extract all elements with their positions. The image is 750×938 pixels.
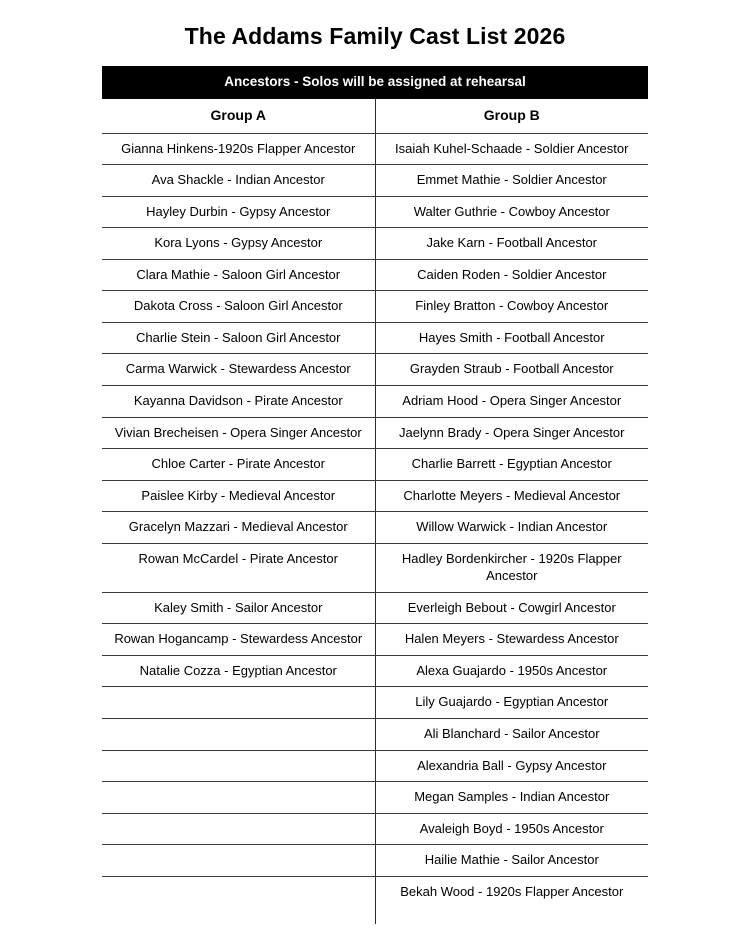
cast-cell-group-a — [102, 687, 375, 719]
cast-table — [102, 66, 648, 908]
cast-cell-group-b: Bekah Wood - 1920s Flapper Ancestor — [400, 883, 624, 899]
cast-cell-group-b: Everleigh Bebout - Cowgirl Ancestor — [375, 592, 648, 624]
table-row — [102, 512, 648, 544]
table-row — [102, 196, 648, 228]
cast-cell-group-b: Walter Guthrie - Cowboy Ancestor — [375, 196, 648, 228]
table-row — [102, 624, 648, 656]
column-divider-line — [375, 907, 376, 924]
cast-cell-group-a: Natalie Cozza - Egyptian Ancestor — [102, 655, 375, 687]
cast-cell-group-a: Ava Shackle - Indian Ancestor — [102, 165, 375, 197]
table-row — [102, 291, 648, 323]
cast-cell-group-b: Avaleigh Boyd - 1950s Ancestor — [375, 813, 648, 845]
table-row — [102, 592, 648, 624]
cast-cell-group-a — [102, 750, 375, 782]
cast-cell-group-a: Kayanna Davidson - Pirate Ancestor — [102, 385, 375, 417]
table-row — [102, 687, 648, 719]
cast-cell-group-a: Kaley Smith - Sailor Ancestor — [102, 592, 375, 624]
group-header-row — [102, 99, 648, 133]
cast-cell-group-b: Hadley Bordenkircher - 1920s Flapper Ancestor — [375, 543, 648, 592]
table-row — [102, 845, 648, 877]
cast-cell-group-b: Caiden Roden - Soldier Ancestor — [375, 259, 648, 291]
cast-cell-group-b: Adriam Hood - Opera Singer Ancestor — [375, 385, 648, 417]
table-row — [102, 655, 648, 687]
cast-table-body — [102, 66, 648, 908]
table-row — [102, 543, 648, 592]
table-row — [102, 750, 648, 782]
table-row — [102, 718, 648, 750]
cast-cell-group-b: Hayes Smith - Football Ancestor — [375, 322, 648, 354]
cast-table-wrapper — [102, 51, 648, 908]
cast-cell-group-a: Carma Warwick - Stewardess Ancestor — [102, 354, 375, 386]
cast-cell-group-a: Rowan McCardel - Pirate Ancestor — [102, 543, 375, 592]
cast-cell-group-b: Isaiah Kuhel-Schaade - Soldier Ancestor — [375, 133, 648, 165]
table-row — [102, 449, 648, 481]
table-row — [102, 385, 648, 417]
cast-cell-group-b: Charlie Barrett - Egyptian Ancestor — [375, 449, 648, 481]
table-row — [102, 782, 648, 814]
cast-cell-group-b: Finley Bratton - Cowboy Ancestor — [375, 291, 648, 323]
table-row — [102, 876, 648, 907]
cast-cell-group-b: Ali Blanchard - Sailor Ancestor — [375, 718, 648, 750]
cast-cell-group-b: Hailie Mathie - Sailor Ancestor — [375, 845, 648, 877]
cast-cell-group-a: Gianna Hinkens-1920s Flapper Ancestor — [102, 133, 375, 165]
column-divider-tail — [102, 907, 648, 924]
cast-cell-group-b: Jaelynn Brady - Opera Singer Ancestor — [375, 417, 648, 449]
cast-cell-group-b: Lily Guajardo - Egyptian Ancestor — [375, 687, 648, 719]
cast-cell-group-a — [102, 845, 375, 877]
cast-cell-group-b: Grayden Straub - Football Ancestor — [375, 354, 648, 386]
cast-cell-group-a — [102, 876, 375, 907]
column-header-group-b: Group B — [375, 99, 648, 133]
column-header-group-a: Group A — [102, 99, 375, 133]
table-row — [102, 165, 648, 197]
table-row — [102, 259, 648, 291]
table-row — [102, 417, 648, 449]
table-row — [102, 228, 648, 260]
cast-cell-group-a: Kora Lyons - Gypsy Ancestor — [102, 228, 375, 260]
section-banner: Ancestors - Solos will be assigned at rehearsal — [102, 66, 648, 99]
page-title: The Addams Family Cast List 2026 — [184, 23, 566, 49]
cast-cell-group-b: Jake Karn - Football Ancestor — [375, 228, 648, 260]
table-row — [102, 480, 648, 512]
cast-cell-group-a: Vivian Brecheisen - Opera Singer Ancestor — [102, 417, 375, 449]
table-row — [102, 354, 648, 386]
cast-cell-group-a: Chloe Carter - Pirate Ancestor — [102, 449, 375, 481]
cast-cell-group-a: Hayley Durbin - Gypsy Ancestor — [102, 196, 375, 228]
table-row — [102, 133, 648, 165]
cast-cell-group-b: Alexa Guajardo - 1950s Ancestor — [375, 655, 648, 687]
cast-cell-group-b: Halen Meyers - Stewardess Ancestor — [375, 624, 648, 656]
cast-cell-group-a: Clara Mathie - Saloon Girl Ancestor — [102, 259, 375, 291]
cast-cell-group-a: Paislee Kirby - Medieval Ancestor — [102, 480, 375, 512]
cast-cell-group-b: Charlotte Meyers - Medieval Ancestor — [375, 480, 648, 512]
section-banner-row — [102, 66, 648, 99]
cast-cell-group-a — [102, 782, 375, 814]
cast-cell-group-b: Megan Samples - Indian Ancestor — [375, 782, 648, 814]
cast-cell-group-b: Willow Warwick - Indian Ancestor — [375, 512, 648, 544]
table-row — [102, 322, 648, 354]
cast-cell-group-a: Gracelyn Mazzari - Medieval Ancestor — [102, 512, 375, 544]
table-row — [102, 813, 648, 845]
cast-cell-group-a — [102, 718, 375, 750]
cast-cell-group-b: Emmet Mathie - Soldier Ancestor — [375, 165, 648, 197]
cast-cell-group-b: Alexandria Ball - Gypsy Ancestor — [375, 750, 648, 782]
cast-cell-group-a: Dakota Cross - Saloon Girl Ancestor — [102, 291, 375, 323]
cast-cell-group-a: Charlie Stein - Saloon Girl Ancestor — [102, 322, 375, 354]
cast-cell-group-a — [102, 813, 375, 845]
cast-cell-group-a: Rowan Hogancamp - Stewardess Ancestor — [102, 624, 375, 656]
